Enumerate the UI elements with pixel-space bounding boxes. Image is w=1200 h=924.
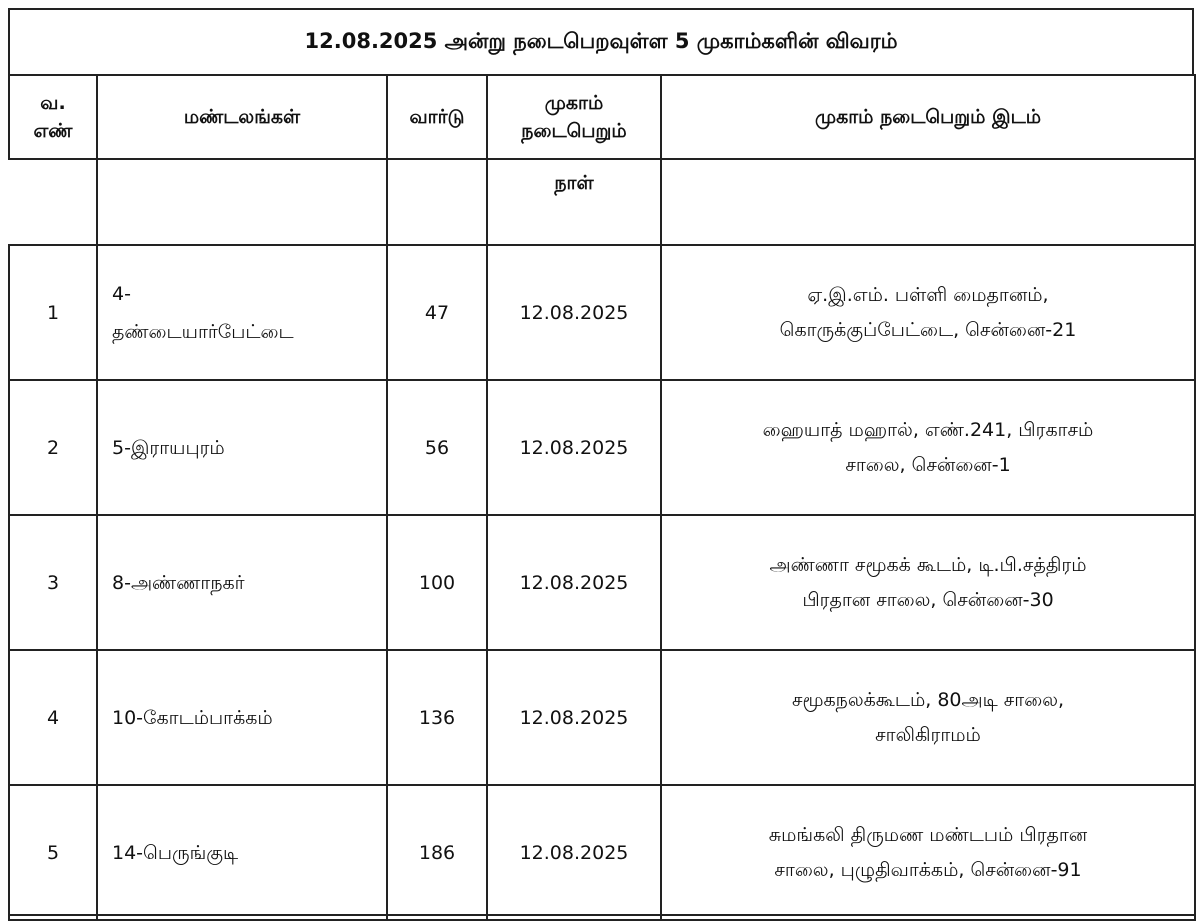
cell-serial-num: 4 [46, 706, 60, 729]
cell-ward-ward: 47 [424, 301, 450, 324]
table-row [9, 515, 1195, 650]
cell-date [487, 245, 661, 380]
cell-date-date: 12.08.2025 [519, 436, 629, 459]
cell-place [661, 380, 1195, 515]
header-date [487, 75, 661, 159]
header-continuation-row [9, 159, 1195, 245]
cell-place-place-line2: கொருக்குப்பேட்டை, சென்னை-21 [779, 318, 1077, 341]
cell-place-place-line1: அண்ணா சமூகக் கூடம், டி.பி.சத்திரம் [769, 554, 1087, 577]
cell-ward [387, 650, 487, 785]
header-cont-serial [9, 159, 97, 245]
cell-ward [387, 380, 487, 515]
header-ward: வார்டு [387, 75, 487, 159]
header-date-line1: முகாம் [544, 91, 604, 114]
header-cont-place [661, 159, 1195, 245]
cell-ward-ward: 136 [418, 706, 456, 729]
cell-place-place-line2: சாலை, சென்னை-1 [845, 453, 1011, 476]
header-cont-ward [387, 159, 487, 245]
cell-zone [97, 380, 387, 515]
cell-place-place-line1: சுமங்கலி திருமண மண்டபம் பிரதான [768, 824, 1088, 847]
header-serial [9, 75, 97, 159]
cell-date [487, 380, 661, 515]
cell-zone [97, 785, 387, 920]
camps-table [8, 74, 1196, 921]
cell-date [487, 650, 661, 785]
header-place: முகாம் நடைபெறும் இடம் [661, 75, 1195, 159]
cell-zone-zone-line2: தண்டையார்பேட்டை [112, 320, 294, 343]
cell-serial [9, 650, 97, 785]
header-cont-date [487, 159, 661, 245]
cell-place-place-line2: சாலை, புழுதிவாக்கம், சென்னை-91 [774, 858, 1082, 881]
cell-place-place-line2: சாலிகிராமம் [875, 723, 981, 746]
cell-place-place-line1: சமூகநலக்கூடம், 80அடி சாலை, [791, 689, 1065, 712]
cell-place [661, 650, 1195, 785]
cell-serial [9, 515, 97, 650]
cell-ward-ward: 100 [418, 571, 456, 594]
cell-date-date: 12.08.2025 [519, 706, 629, 729]
cell-date-date: 12.08.2025 [519, 301, 629, 324]
cell-place [661, 245, 1195, 380]
cell-date [487, 785, 661, 920]
cell-ward [387, 245, 487, 380]
cell-place-place-line2: பிரதான சாலை, சென்னை-30 [802, 588, 1054, 611]
bottom-border [8, 914, 1194, 916]
cell-zone [97, 245, 387, 380]
cell-date-date: 12.08.2025 [519, 841, 629, 864]
cell-serial-num: 5 [46, 841, 60, 864]
cell-zone-zone-line1: 4- [112, 282, 131, 305]
header-row [9, 75, 1195, 159]
header-serial-line1: வ. [40, 91, 66, 114]
cell-place [661, 515, 1195, 650]
cell-serial [9, 785, 97, 920]
header-zones: மண்டலங்கள் [97, 75, 387, 159]
cell-zone [97, 650, 387, 785]
cell-zone-zone-line1: 10-கோடம்பாக்கம் [112, 706, 273, 729]
header-date-line3: நாள் [554, 172, 594, 194]
cell-ward [387, 785, 487, 920]
cell-serial-num: 3 [46, 571, 60, 594]
cell-ward [387, 515, 487, 650]
cell-place [661, 785, 1195, 920]
table-row [9, 245, 1195, 380]
cell-serial-num: 1 [46, 301, 60, 324]
title-text: 12.08.2025 அன்று நடைபெறவுள்ள 5 முகாம்களின் விவரம் [304, 28, 898, 53]
table-row [9, 380, 1195, 515]
header-serial-line2: எண் [33, 120, 73, 142]
cell-serial [9, 245, 97, 380]
cell-zone-zone-line1: 5-இராயபுரம் [112, 436, 225, 459]
cell-date [487, 515, 661, 650]
cell-serial-num: 2 [46, 436, 60, 459]
table-title [8, 8, 1194, 76]
cell-zone-zone-line1: 14-பெருங்குடி [112, 841, 239, 864]
table-row [9, 650, 1195, 785]
cell-ward-ward: 186 [418, 841, 456, 864]
cell-zone [97, 515, 387, 650]
cell-place-place-line1: ஹையாத் மஹால், எண்.241, பிரகாசம் [762, 419, 1094, 442]
cell-date-date: 12.08.2025 [519, 571, 629, 594]
header-date-line2: நடைபெறும் [521, 120, 627, 142]
header-cont-zones [97, 159, 387, 245]
cell-ward-ward: 56 [424, 436, 450, 459]
cell-serial [9, 380, 97, 515]
cell-place-place-line1: ஏ.இ.எம். பள்ளி மைதானம், [807, 284, 1049, 307]
cell-zone-zone-line1: 8-அண்ணாநகர் [112, 571, 245, 594]
table-row [9, 785, 1195, 920]
